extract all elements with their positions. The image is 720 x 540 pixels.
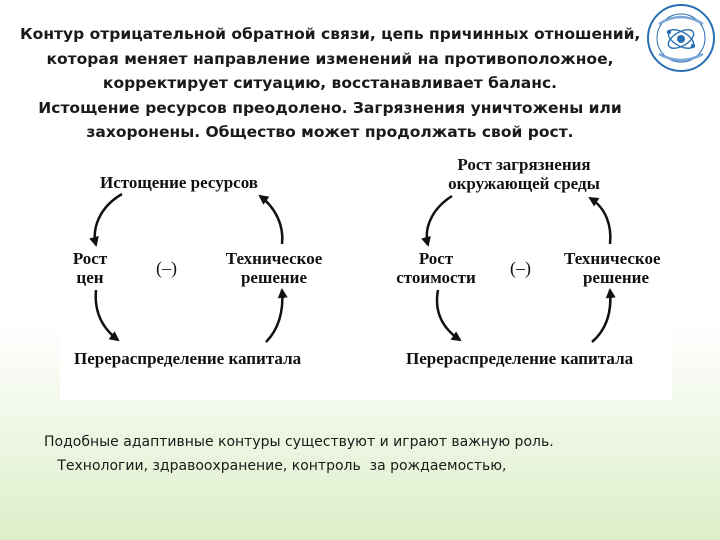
left-negative-sign: (–) <box>156 258 177 278</box>
left-right-label-line2: решение <box>240 268 308 287</box>
arrow-left-left-to-bottom <box>96 290 118 340</box>
university-logo-icon <box>645 2 717 74</box>
right-right-label-line1: Техническое <box>564 249 661 268</box>
left-bottom-label: Перераспределение капитала <box>74 349 302 368</box>
footer-line-1: Подобные адаптивные контуры существуют и играют важную роль. <box>44 434 554 450</box>
right-negative-sign: (–) <box>510 258 531 278</box>
arrow-left-top-to-left <box>95 194 122 245</box>
slide-title <box>20 22 640 145</box>
left-left-label-line2: цен <box>76 268 104 287</box>
title-line-2: которая меняет направление изменений на противоположное, <box>46 49 614 68</box>
right-bottom-label: Перераспределение капитала <box>406 349 634 368</box>
right-right-label-line2: решение <box>582 268 650 287</box>
right-left-label <box>388 249 484 287</box>
left-left-label <box>68 249 112 287</box>
footer-line-2: Технологии, здравоохранение, контроль за рождаемостью, <box>44 458 507 474</box>
left-left-label-line1: Рост <box>72 249 108 268</box>
arrow-right-left-to-bottom <box>437 290 460 340</box>
left-top-label: Истощение ресурсов <box>100 173 258 192</box>
left-right-label <box>218 249 330 287</box>
footer-text <box>44 430 554 478</box>
title-line-3: корректирует ситуацию, восстанавливает баланс. <box>102 74 558 92</box>
title-line-4: Истощение ресурсов преодолено. Загрязнения уничтожены или <box>38 98 622 117</box>
left-right-label-line1: Техническое <box>225 249 323 268</box>
arrow-right-right-to-top <box>590 198 610 244</box>
feedback-loops-diagram <box>60 150 672 400</box>
title-line-1: Контур отрицательной обратной связи, цепь причинных отношений, <box>20 25 641 43</box>
arrow-left-right-to-top <box>260 196 282 244</box>
right-left-label-line1: Рост <box>418 249 454 268</box>
arrow-left-bottom-to-right <box>266 290 282 342</box>
title-line-5: захоронены. Общество может продолжать свой рост. <box>86 123 574 141</box>
right-top-label-line1: Рост загрязнения <box>457 155 591 174</box>
right-right-label <box>564 249 672 287</box>
arrow-right-bottom-to-right <box>592 290 610 342</box>
right-top-label-line2: окружающей среды <box>448 174 600 193</box>
arrow-right-top-to-left <box>427 196 452 245</box>
right-top-label <box>444 155 604 193</box>
right-right-label-clip <box>564 249 672 293</box>
right-left-label-line2: стоимости <box>396 268 476 287</box>
